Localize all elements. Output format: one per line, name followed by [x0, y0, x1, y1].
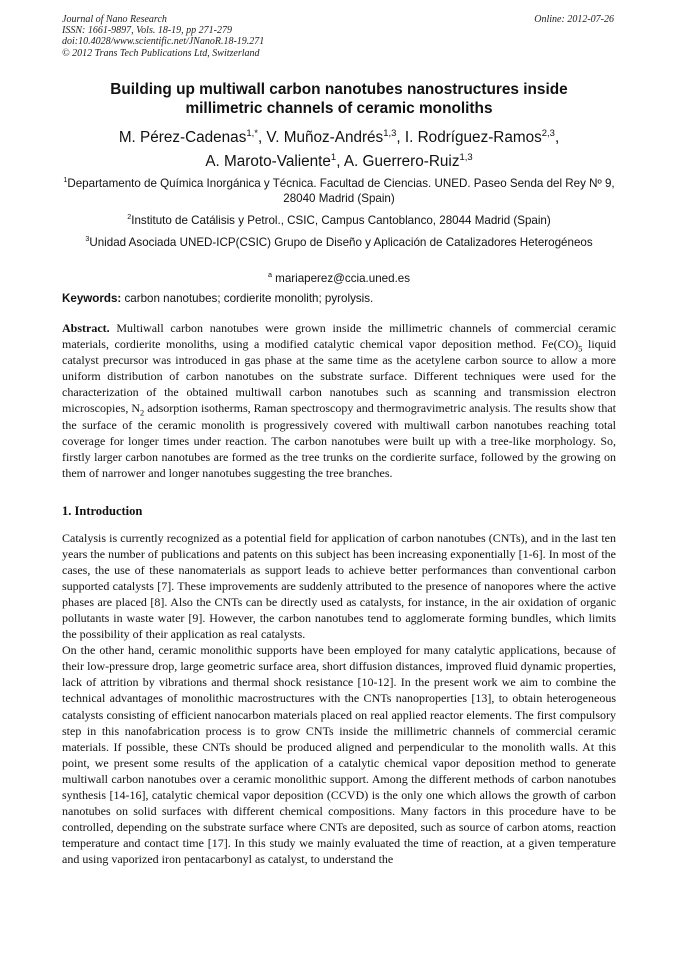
affiliation-text: Unidad Asociada UNED-ICP(CSIC) Grupo de Diseño y Aplicación de Catalizadores Heterogéneos: [89, 236, 593, 249]
section-heading: 1. Introduction: [62, 504, 143, 518]
authors-line-2: [62, 150, 616, 174]
keywords-text: carbon nanotubes; cordierite monolith; pyrolysis.: [121, 292, 374, 305]
author-name: , I. Rodríguez-Ramos: [396, 129, 542, 146]
online-date: Online: 2012-07-26: [534, 14, 614, 25]
email-mark: a: [267, 270, 272, 280]
affiliation-1: [62, 177, 616, 206]
author-affiliation-mark: 2,3: [541, 127, 555, 139]
doi-line: doi:10.4028/www.scientific.net/JNanoR.18-19.271: [62, 36, 265, 48]
title-line-1: Building up multiwall carbon nanotubes nanostructures inside: [110, 81, 568, 98]
journal-name: Journal of Nano Research: [62, 14, 167, 25]
email-address: mariaperez@ccia.uned.es: [271, 272, 411, 285]
introduction-paragraph-2: On the other hand, ceramic monolithic supports have been employed for many catalytic applications, because of their low-pressure drop, large geometric surface area, short diffusion distances, improved fluid dynamic properties, lack of attrition by vibrations and thermal shock resistance [10-12]. In the present work we aim to combine the technical advantages of monolithic macrostructures with the CNTs nanoproperties [13], to obtain heterogeneous catalysts consisting of efficient nanocarbon materials placed on real applied reactor elements. The first compulsory step in this nanofabrication process is to grow CNTs inside the millimetric channels of commercial ceramic materials. If possible, these CNTs should be produced aligned and perpendicular to the monolith walls. At this point, we present some results of the application of a catalytic chemical vapor deposition method to generate multiwall carbon nanotubes over a ceramic monolithic support. Among the different methods of carbon nanotubes synthesis [14-16], catalytic chemical vapor deposition (CCVD) is the only one which allows the growth of carbon nanotubes on solid surfaces with different chemical compositions. Many factors in this procedure have to be controlled, depending on the substrate surface where CNTs are deposited, such as source of carbon atoms, reaction temperature and contact time [17]. In this study we mainly evaluated the time of reaction, at a given temperature and using vaporized iron pentacarbonyl as catalyst, to understand the: [62, 643, 616, 866]
introduction-body: [62, 530, 616, 867]
author-name: , V. Muñoz-Andrés: [257, 129, 384, 146]
issn-line: ISSN: 1661-9897, Vols. 18-19, pp 271-279: [62, 25, 232, 37]
abstract: [62, 320, 616, 481]
author-list: [62, 126, 616, 174]
journal-header: [62, 14, 264, 59]
affiliation-text: Departamento de Química Inorgánica y Técnica. Facultad de Ciencias. UNED. Paseo Senda del Rey Nº 9, 28040 Madrid (Spain): [67, 177, 615, 205]
affiliation-mark: 2: [127, 212, 132, 222]
author-affiliation-mark: 1,*: [246, 127, 258, 139]
affiliation-text: Instituto de Catálisis y Petrol., CSIC, Campus Cantoblanco, 28044 Madrid (Spain): [131, 214, 551, 227]
affiliation-mark: 3: [85, 234, 90, 244]
copyright-line: © 2012 Trans Tech Publications Ltd, Switzerland: [62, 47, 260, 59]
affiliation-3: [62, 236, 616, 251]
abstract-text-1: Multiwall carbon nanotubes were grown inside the millimetric channels of commercial ceramic materials, cordierite monoliths, using a modified catalytic chemical vapor deposition method. Fe(CO): [62, 321, 616, 352]
abstract-text-3: adsorption isotherms, Raman spectroscopy and thermogravimetric analysis. The results show that the surface of the ceramic monolith is progressively covered with multiwall carbon nanotubes reaching total coverage for longer times under reaction. The carbon nanotubes were built up with a tree-like morphology. So, firstly larger carbon nanotubes are formed as the tree trunks on the cordierite surface, followed by the growing on them of narrower and longer nanotubes suggesting the tree branches.: [62, 401, 616, 480]
abstract-label: Abstract.: [62, 321, 110, 335]
keywords-label: Keywords:: [62, 292, 122, 305]
author-name: , A. Guerrero-Ruiz: [336, 153, 460, 170]
affiliation-mark: 1: [63, 175, 68, 185]
author-name: M. Pérez-Cadenas: [118, 129, 247, 146]
title-line-2: millimetric channels of ceramic monoliths: [185, 100, 493, 117]
author-affiliation-mark: 1,3: [459, 151, 473, 163]
authors-line-1: [62, 126, 616, 150]
contact-email: [62, 272, 616, 287]
abstract-paragraph: [62, 320, 616, 481]
introduction-paragraph-1: Catalysis is currently recognized as a potential field for application of carbon nanotubes (CNTs), and in the last ten years the number of publications and patents on this subject has been increasing exponentially [1-6]. In most of the cases, the use of these nanomaterials as support leads to achieve better performances than conventional carbon supported catalysts [7]. These improvements are suddenly attributed to the presence of nanopores where the active phases are placed [8]. Also the CNTs can be directly used as catalysts, for instance, in the air oxidation of organic pollutants in waste water [9]. However, the carbon nanotubes tend to agglomerate forming bundles, which limits the possibility of their application as real catalysts.: [62, 531, 616, 642]
author-name: A. Maroto-Valiente: [205, 153, 331, 170]
abstract-subscript-1: 5: [578, 344, 583, 354]
affiliation-2: [62, 214, 616, 229]
keywords: [62, 292, 616, 306]
author-affiliation-mark: 1: [330, 151, 337, 163]
paper-title: [70, 80, 608, 118]
abstract-subscript-2: 2: [140, 408, 145, 418]
author-separator: ,: [554, 129, 560, 146]
author-affiliation-mark: 1,3: [383, 127, 397, 139]
abstract-text-2: liquid catalyst precursor was introduced in gas phase at the same time as the acetylene carbon source to allow a more uniform distribution of carbon nanotubes on the substrate surface. Different techniques were used for the characterization of the obtained multiwall carbon nanotubes such as scanning and transmission electron microscopies, N: [62, 337, 616, 416]
